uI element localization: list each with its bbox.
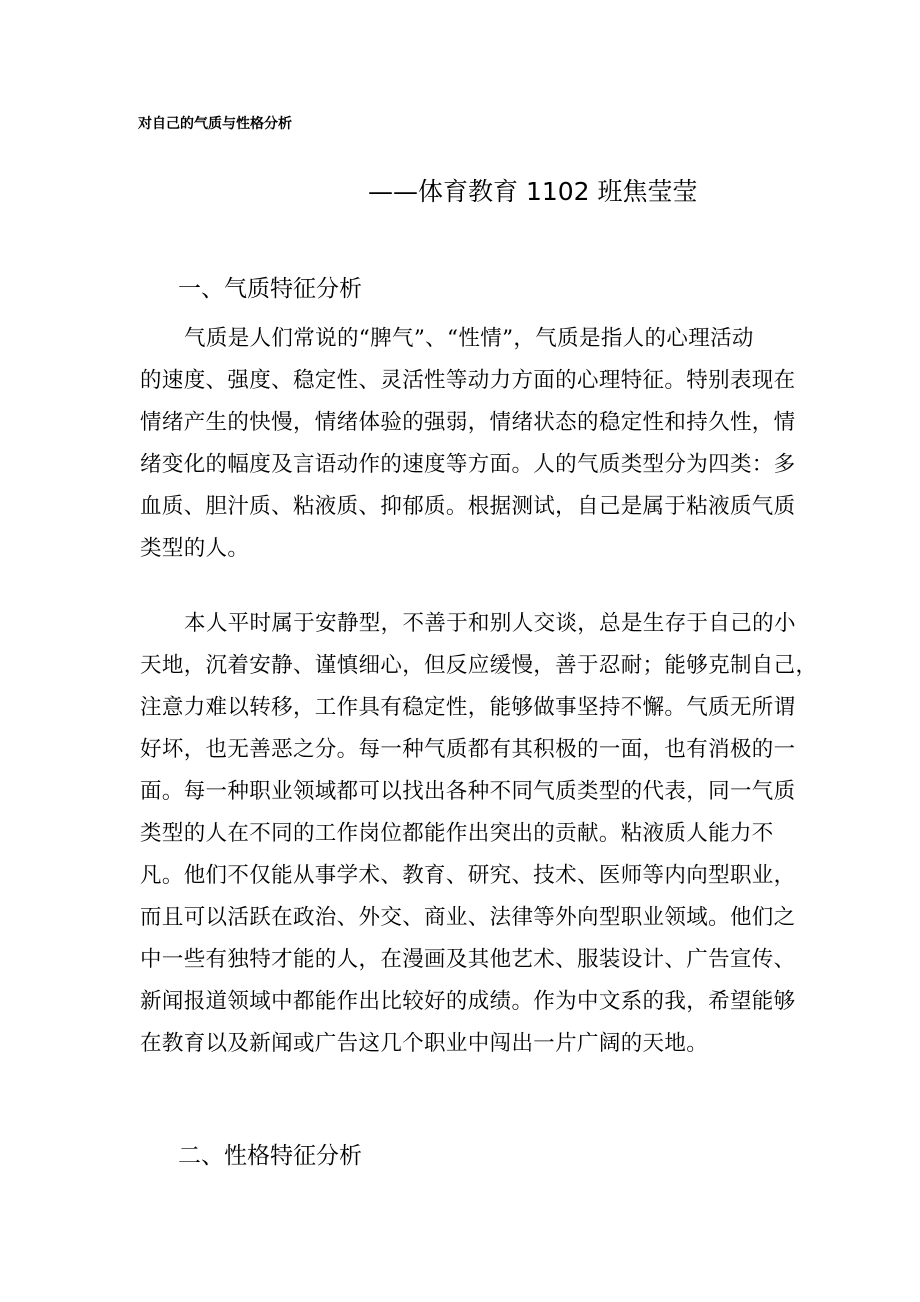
text-line: 本人平时属于安静型，不善于和别人交谈，总是生存于自己的小	[184, 611, 796, 636]
text-line: 绪变化的幅度及言语动作的速度等方面。人的气质类型分为四类：多	[140, 452, 796, 477]
text-line: 血质、胆汁质、粘液质、抑郁质。根据测试，自己是属于粘液质气质	[140, 494, 796, 519]
paragraph-self-analysis	[140, 603, 818, 1065]
text-line: 好坏，也无善恶之分。每一种气质都有其积极的一面，也有消极的一	[140, 737, 796, 762]
text-line: 天地，沉着安静、谨慎细心，但反应缓慢，善于忍耐；能够克制自己，	[140, 653, 818, 678]
paragraph-temperament-definition	[140, 318, 800, 570]
text-line: 的速度、强度、稳定性、灵活性等动力方面的心理特征。特别表现在	[140, 368, 796, 393]
text-line: 情绪产生的快慢，情绪体验的强弱，情绪状态的稳定性和持久性，情	[140, 410, 796, 435]
text-line: 气质是人们常说的“脾气”、“性情”，气质是指人的心理活动	[184, 326, 754, 351]
section-heading-personality: 二、性格特征分析	[178, 1143, 362, 1169]
author-byline: ——体育教育 1102 班焦莹莹	[368, 177, 698, 206]
text-line: 面。每一种职业领域都可以找出各种不同气质类型的代表，同一气质	[140, 779, 796, 804]
text-line: 凡。他们不仅能从事学术、教育、研究、技术、医师等内向型职业，	[140, 863, 796, 888]
document-title: 对自己的气质与性格分析	[138, 116, 292, 132]
text-line: 类型的人。	[140, 536, 250, 561]
text-line: 类型的人在不同的工作岗位都能作出突出的贡献。粘液质人能力不	[140, 821, 774, 846]
text-line: 中一些有独特才能的人，在漫画及其他艺术、服装设计、广告宣传、	[140, 947, 796, 972]
text-line: 注意力难以转移，工作具有稳定性，能够做事坚持不懈。气质无所谓	[140, 695, 796, 720]
text-line: 新闻报道领域中都能作出比较好的成绩。作为中文系的我，希望能够	[140, 989, 796, 1014]
text-line: 在教育以及新闻或广告这几个职业中闯出一片广阔的天地。	[140, 1031, 709, 1056]
section-heading-temperament: 一、气质特征分析	[178, 276, 362, 302]
text-line: 而且可以活跃在政治、外交、商业、法律等外向型职业领域。他们之	[140, 905, 796, 930]
